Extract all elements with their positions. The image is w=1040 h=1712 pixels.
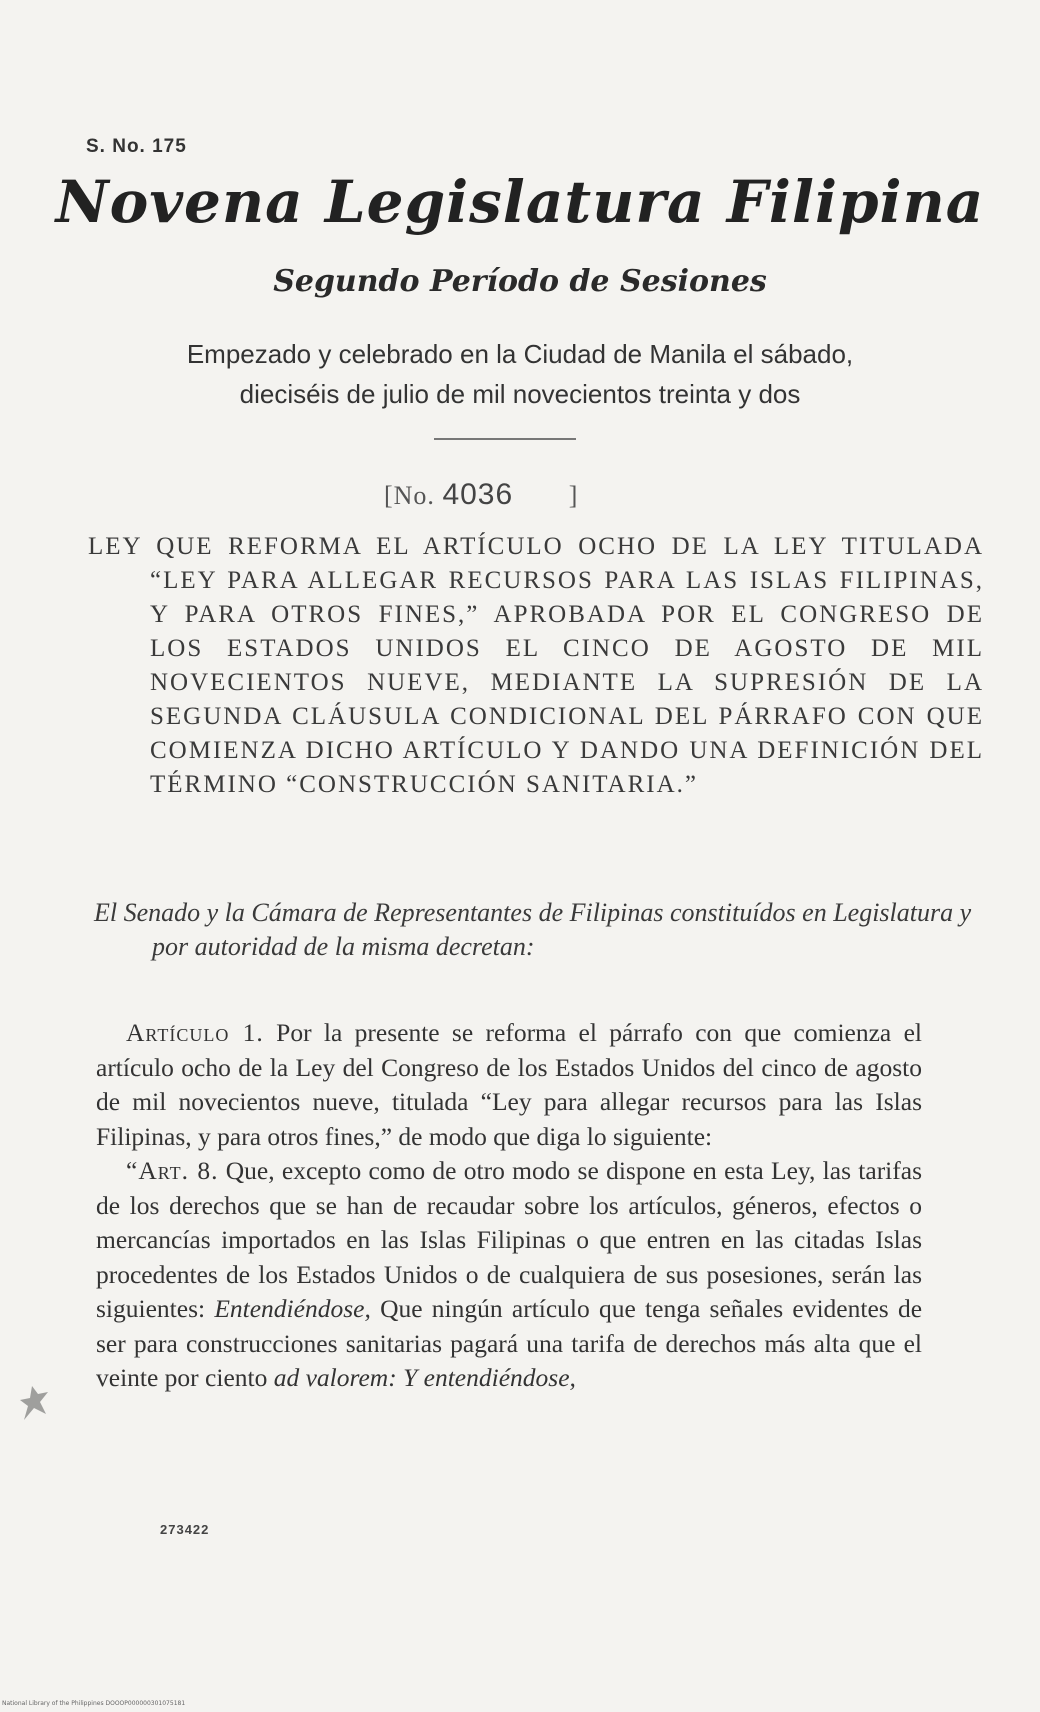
session-start-note — [0, 334, 1040, 414]
law-body — [96, 1016, 922, 1396]
enacting-clause: El Senado y la Cámara de Representantes de Filipinas constituídos en Legislatura y por autoridad de la misma decretan: — [94, 898, 972, 961]
article-8-heading: “Art. 8. — [126, 1156, 219, 1185]
law-number-suffix: ] — [568, 481, 579, 510]
printer-code: 273422 — [160, 1522, 210, 1537]
article-1-text: Por la presente se reforma el párrafo con que comienza el artículo ocho de la Ley del Congreso de los Estados Unidos del cinco de agosto de mil novecientos nueve, titulada “Ley para allegar recursos para las Islas Filipinas, y para otros fines,” de modo que diga lo siguiente: — [96, 1018, 922, 1151]
article-1-heading: Artículo 1. — [126, 1018, 264, 1047]
legislature-heading: Novena Legislatura Filipina — [55, 168, 985, 236]
bill-number: S. No. 175 — [86, 136, 187, 157]
article-8-text-b: Que ningún artículo que tenga señales evidentes de ser para construcciones sanitarias pagará una tarifa de derechos más alta que el veinte por ciento — [96, 1294, 923, 1392]
article-8-italic-a: Entendiéndose, — [214, 1294, 371, 1323]
law-title: LEY QUE REFORMA EL ARTÍCULO OCHO DE LA LEY TITULADA “LEY PARA ALLEGAR RECURSOS PARA LAS ISLAS FILIPINAS, Y PARA OTROS FINES,” APROBADA POR EL CONGRESO DE LOS ESTADOS UNIDOS EL CINCO DE AGOSTO DE MIL NOVECIENTOS NUEVE, MEDIANTE LA SUPRESIÓN DE LA SEGUNDA CLÁUSULA CONDICIONAL DEL PÁRRAFO CON QUE COMIENZA DICHO ARTÍCULO Y DANDO UNA DEFINICIÓN DEL TÉRMINO “CONSTRUCCIÓN SANITARIA.” — [88, 533, 984, 798]
session-heading: Segundo Período de Sesiones — [273, 264, 767, 299]
ink-smudge-icon — [18, 1384, 52, 1424]
session-start-line-1: Empezado y celebrado en la Ciudad de Manila el sábado, — [186, 339, 854, 369]
article-8-text-a: Que, excepto como de otro modo se dispone en esta Ley, las tarifas de los derechos que se han de recaudar sobre los artículos, géneros, efectos o mercancías importados en las Islas Filipinas o que entren en las citadas Islas procedentes de los Estados Unidos o de cualquiera de sus posesiones, serán las siguientes: — [96, 1156, 922, 1323]
law-number-prefix: [No. — [384, 481, 435, 510]
law-number-value: 4036 — [442, 478, 514, 511]
scan-watermark: National Library of the Philippines DOOOP000000301075181 — [2, 1700, 186, 1707]
article-8-paragraph — [96, 1154, 922, 1396]
law-number — [384, 478, 578, 512]
divider-rule — [434, 438, 576, 440]
session-start-line-2: dieciséis de julio de mil novecientos treinta y dos — [239, 379, 801, 409]
article-8-italic-b: ad valorem: Y entendiéndose, — [273, 1363, 576, 1392]
article-1-paragraph — [96, 1016, 922, 1154]
